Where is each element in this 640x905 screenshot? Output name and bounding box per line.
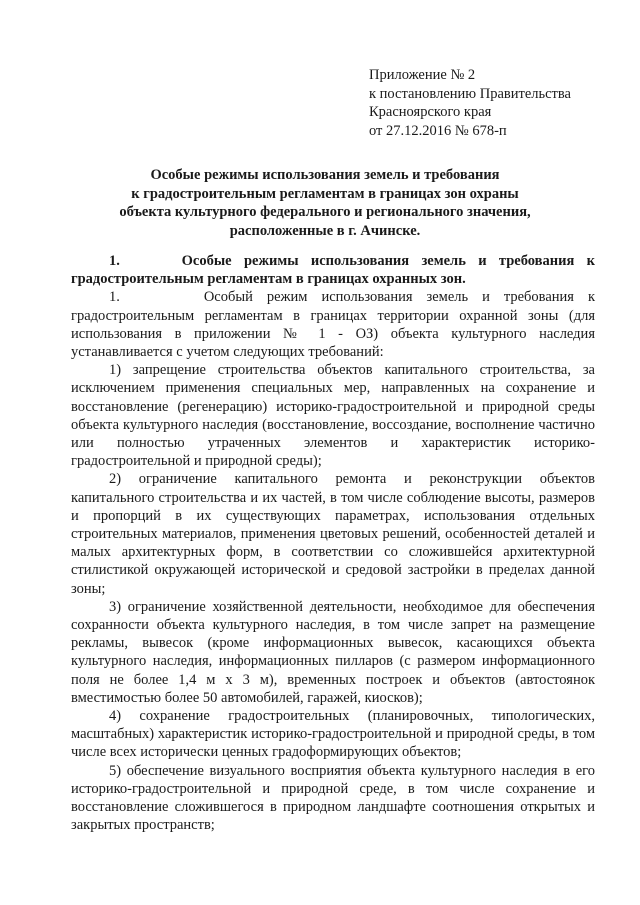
appendix-line-1: Приложение № 2	[369, 67, 476, 83]
appendix-line-3: Красноярского края	[369, 104, 492, 120]
section-heading-text: Особые режимы использования земель и требования к градостроительным регламентам в границах охранных зон.	[71, 253, 595, 288]
intro-number: 1.	[109, 289, 120, 306]
title-line-1: Особые режимы использования земель и требования	[150, 167, 500, 183]
section-number: 1.	[109, 253, 120, 269]
list-item-3: 3) ограничение хозяйственной деятельности, необходимое для обеспечения сохранности объекта культурного наследия, в том числе запрет на размещение рекламы, вывесок (кроме информационных вывесок, касающихся объекта культурного наследия, информационных пилларов (с размером информационного поля не более 1,4 м х 3 м), временных построек и объектов (автостоянок вместимостью более 50 автомобилей, гаражей, киосков);	[71, 598, 595, 706]
list-item-4: 4) сохранение градостроительных (планировочных, типологических, масштабных) характеристик историко-градостроительной и природной среды, в том числе всех исторически ценных градоформирующих объектов;	[71, 708, 595, 761]
title-line-3: объекта культурного федерального и регионального значения,	[119, 204, 531, 220]
appendix-line-4: от 27.12.2016 № 678-п	[369, 122, 507, 139]
intro-paragraph	[71, 288, 595, 361]
list-item-5: 5) обеспечение визуального восприятия объекта культурного наследия в его историко-градостроительной и природной среде, в том числе сохранение и восстановление сложившегося в природном ландшафте соотношения открытых и закрытых пространств;	[71, 762, 595, 834]
list-item-2: 2) ограничение капитального ремонта и реконструкции объектов капитального строительства и их частей, в том числе соблюдение высоты, размеров и пропорций в их существующих параметрах, использования отдельных строительных материалов, применения цветовых решений, особенностей деталей и малых архитектурных форм, в соответствии со сложившейся архитектурной стилистикой окружающей исторической и средовой застройки в пределах данной зоны;	[71, 471, 595, 597]
appendix-reference	[369, 66, 571, 140]
document-title	[60, 166, 590, 240]
section-heading	[71, 252, 595, 288]
document-body	[71, 252, 595, 835]
title-line-2: к градостроительным регламентам в границах зон охраны	[131, 185, 519, 202]
list-item-1: 1) запрещение строительства объектов капитального строительства, за исключением применения специальных мер, направленных на сохранение и восстановление (регенерацию) историко-градостроительной и природной среды объекта культурного наследия (восстановление, воссоздание, восполнение частично или полностью утраченных элементов и характеристик историко-градостроительной и природной среды);	[71, 362, 595, 470]
intro-text: Особый режим использования земель и требования к градостроительным регламентам в границах территории охранной зоны (для использования в приложении № 1 - ОЗ) объекта культурного наследия устанавливается с учетом следующих требований:	[71, 289, 595, 361]
appendix-line-2: к постановлению Правительства	[369, 85, 571, 102]
title-line-4: расположенные в г. Ачинске.	[229, 222, 421, 239]
